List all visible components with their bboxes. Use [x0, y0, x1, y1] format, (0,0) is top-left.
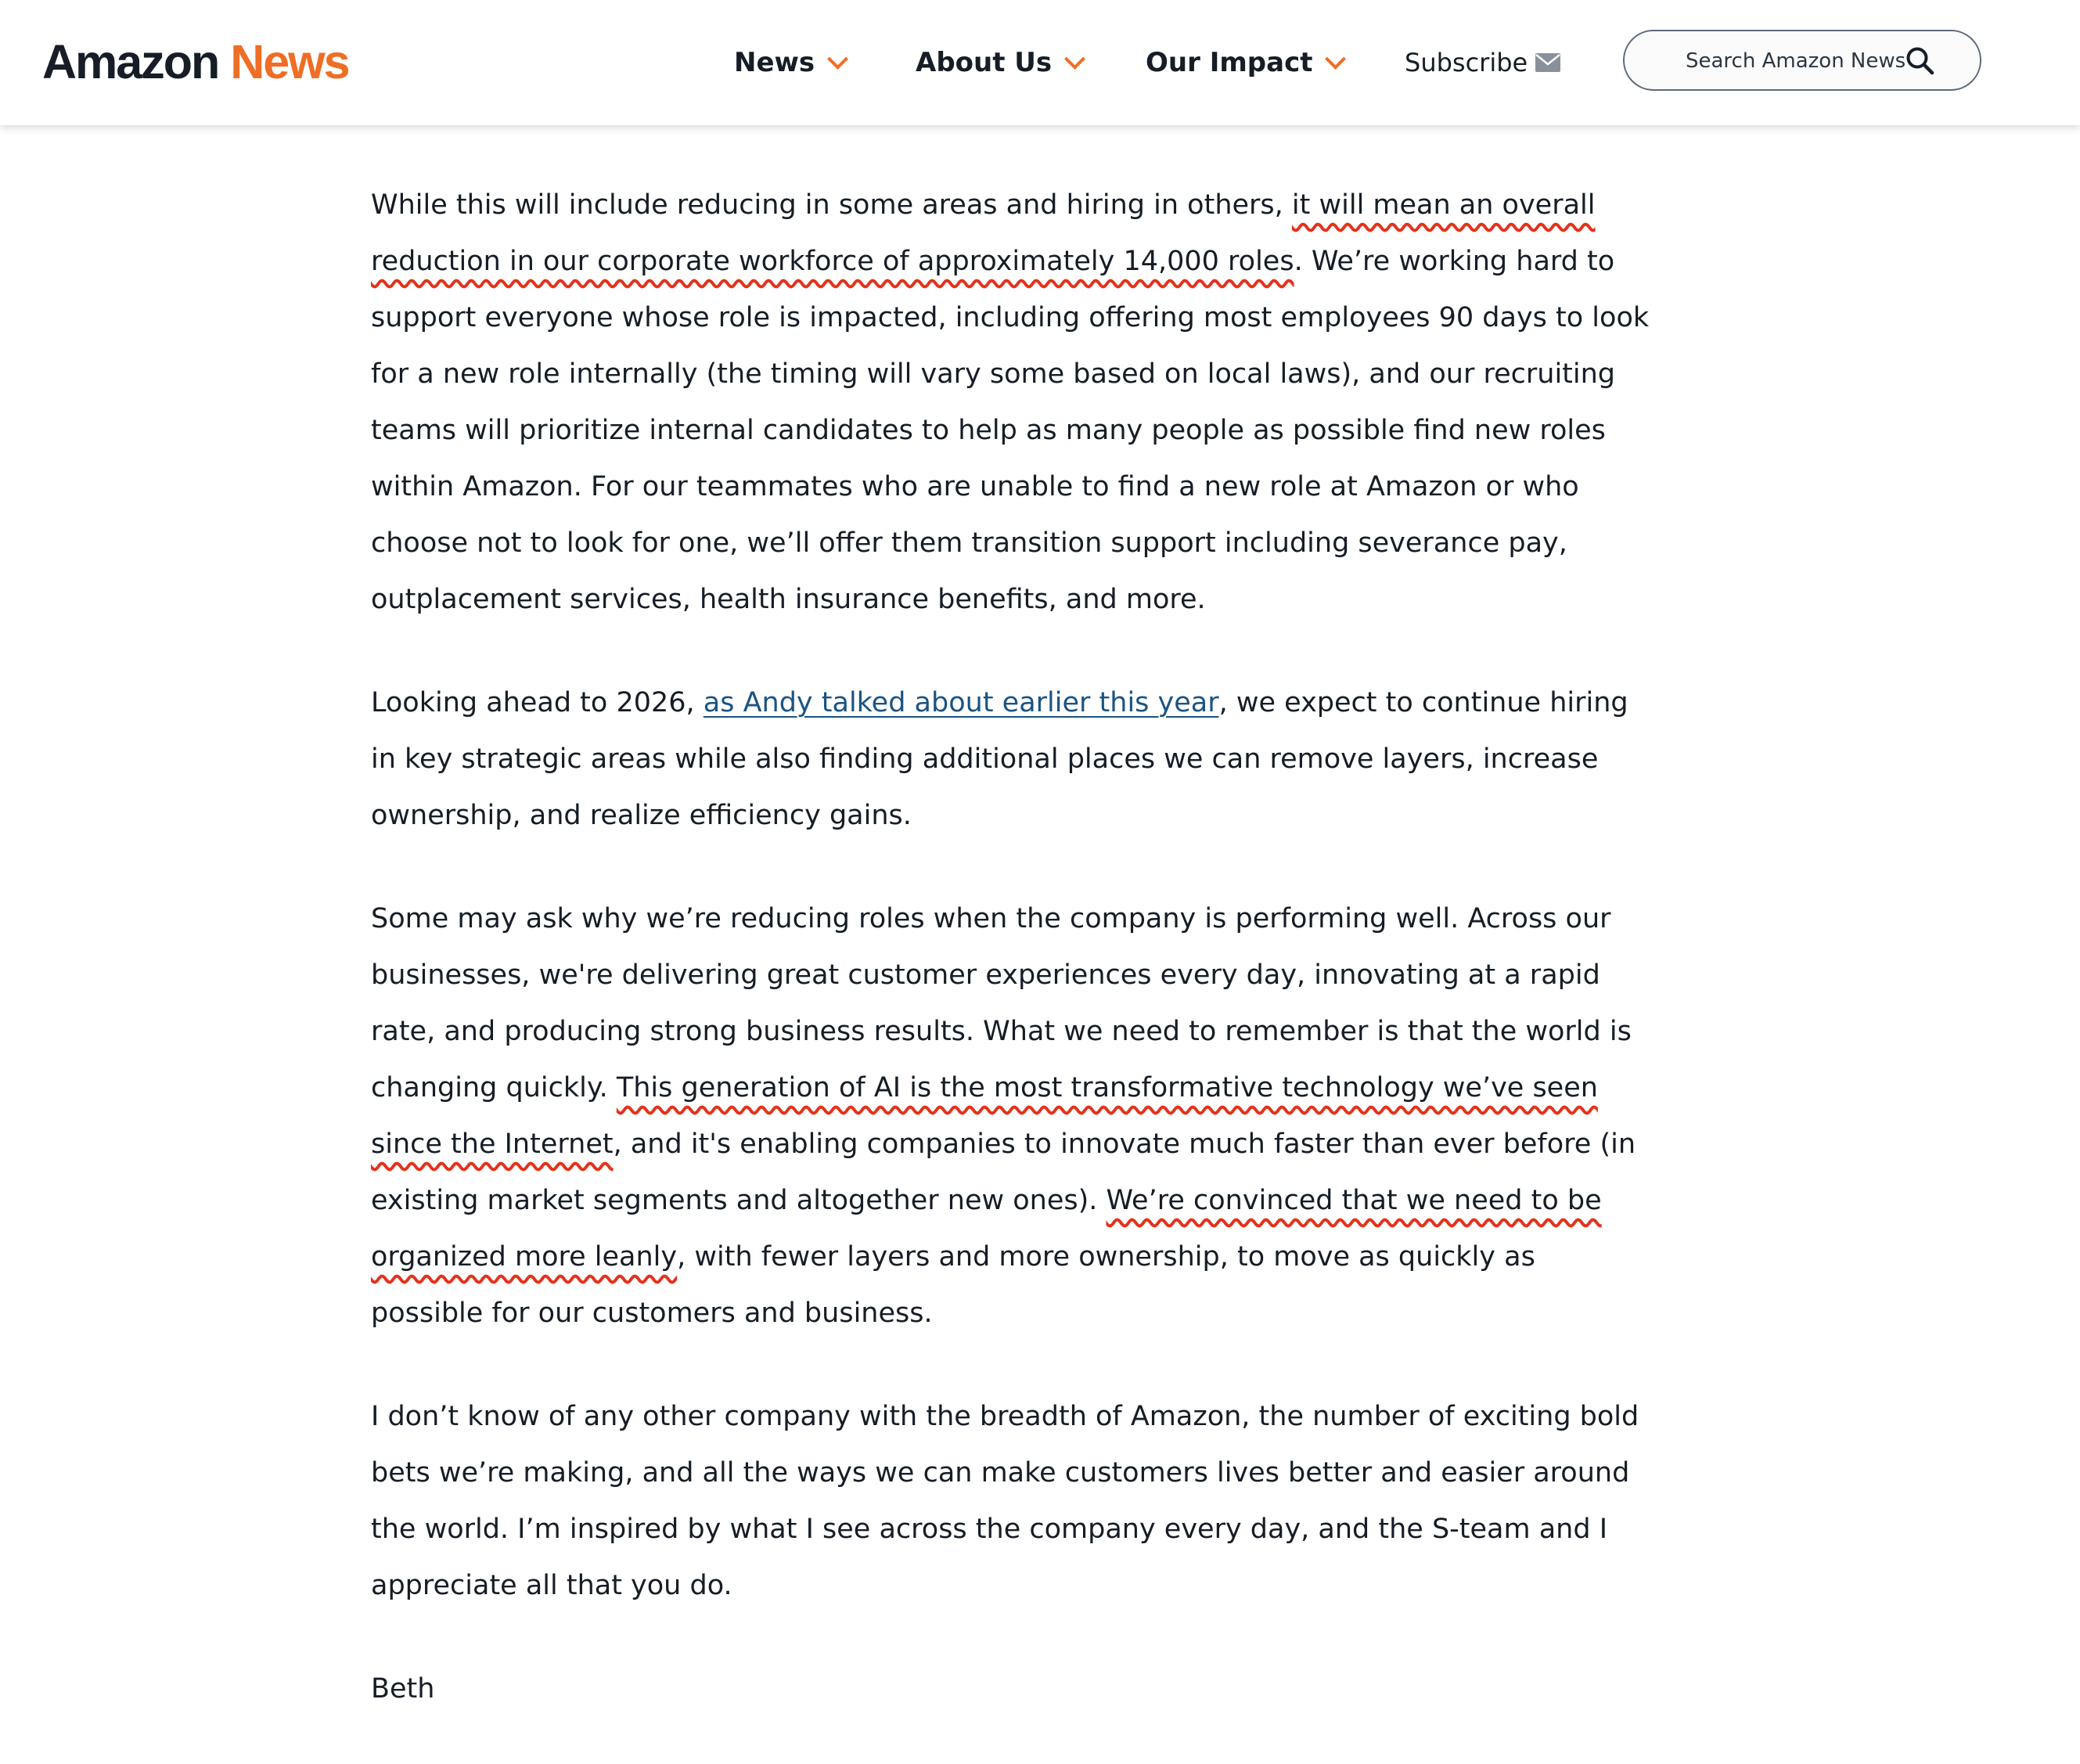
nav-about-us-label: About Us: [916, 47, 1053, 78]
nav-our-impact-label: Our Impact: [1146, 47, 1313, 78]
search-box: [1623, 30, 1981, 91]
article-body: [371, 177, 1654, 1764]
paragraph-reduction: [371, 177, 1654, 628]
highlighted-text: We’re convinced that we need to be organized more leanly: [371, 1185, 1602, 1273]
andy-article-link[interactable]: as Andy talked about earlier this year: [703, 687, 1219, 718]
paragraph-closing: I don’t know of any other company with the breadth of Amazon, the number of exciting bold bets we’re making, and all the ways we can make customers lives better and easier around the world. I’m inspired by what I see across the company every day, and the S-team and I appreciate all that you do.: [371, 1401, 1639, 1601]
subscribe-label: Subscribe: [1405, 48, 1528, 77]
nav-news-label: News: [734, 47, 815, 78]
envelope-icon: [1535, 53, 1560, 72]
paragraph-text: Looking ahead to 2026,: [371, 687, 704, 718]
search-icon[interactable]: [1905, 45, 1936, 77]
signoff: Beth: [371, 1673, 435, 1705]
amazon-news-logo[interactable]: [42, 31, 349, 92]
paragraph-text: Some may ask why we’re reducing roles when the company is performing well. Across our businesses, we're delivering great customer experiences every day, innovating at a rapid rate, and producing strong business results. What we need to remember is that the world is changing quickly.: [371, 903, 1632, 1103]
highlighted-text: This generation of AI is the most transformative technology we’ve seen since the Internet: [371, 1072, 1598, 1160]
chevron-down-icon: [1326, 49, 1347, 70]
search-input[interactable]: [1684, 42, 1922, 80]
nav-news[interactable]: [734, 39, 845, 86]
site-header: [0, 0, 2080, 125]
highlighted-text: it will mean an overall reduction in our corporate workforce of approximately 14,000 roles: [371, 189, 1596, 277]
chevron-down-icon: [1064, 49, 1085, 70]
logo-product: News: [230, 35, 349, 88]
paragraph-text: , we expect to continue hiring in key strategic areas while also finding additional places we can remove layers, increase ownership, and realize efficiency gains.: [371, 687, 1628, 831]
paragraph-text: , and it's enabling companies to innovate much faster than ever before (in existing market segments and altogether new ones).: [371, 1129, 1636, 1216]
chevron-down-icon: [827, 49, 848, 70]
paragraph-ai: [371, 891, 1654, 1341]
paragraph-text: While this will include reducing in some areas and hiring in others,: [371, 189, 1292, 221]
paragraph-looking-ahead: [371, 675, 1654, 844]
logo-brand: Amazon: [42, 35, 219, 88]
nav-our-impact[interactable]: [1146, 39, 1343, 86]
nav-about-us[interactable]: [916, 39, 1082, 86]
paragraph-text: , with fewer layers and more ownership, to move as quickly as possible for our customers and business.: [371, 1241, 1535, 1329]
paragraph-text: . We’re working hard to support everyone whose role is impacted, including offering most employees 90 days to look for a new role internally (the timing will vary some based on local laws), and our recruiting teams will prioritize internal candidates to help as many people as possible find new roles within Amazon. For our teammates who are unable to find a new role at Amazon or who choose not to look for one, we’ll offer them transition support including severance pay, outplacement services, health insurance benefits, and more.: [371, 246, 1650, 615]
subscribe-link[interactable]: [1405, 39, 1560, 86]
